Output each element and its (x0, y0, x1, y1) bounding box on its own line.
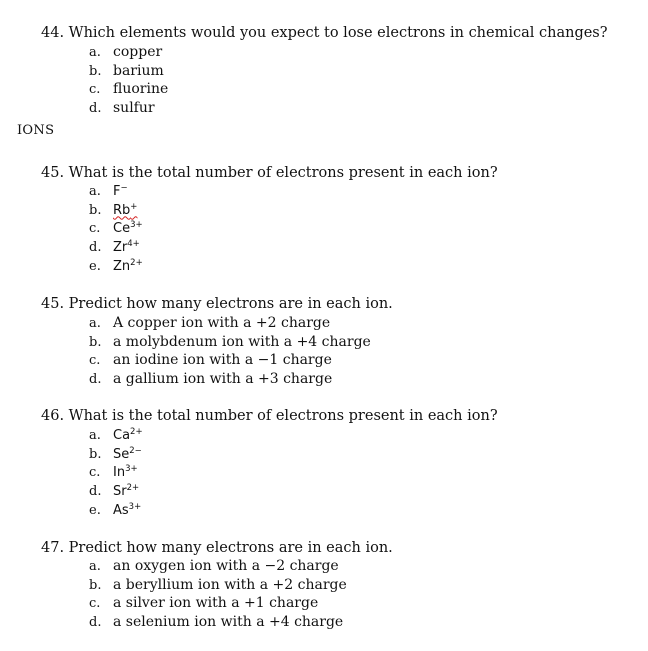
list-item (89, 613, 347, 632)
question-44-prompt: 44. Which elements would you expect to lose electrons in chemical changes? (41, 25, 608, 41)
list-item (89, 43, 168, 62)
option-text: fluorine (113, 81, 169, 98)
ion-charge: 3+ (125, 464, 138, 475)
ion-charge: + (130, 201, 138, 212)
ion-symbol: Zr (113, 240, 128, 256)
option-letter: a. (89, 184, 101, 199)
list-item (89, 257, 143, 276)
option-letter: d. (89, 484, 102, 500)
question-45-options (89, 182, 143, 275)
question-44-options (89, 43, 168, 118)
list-item (89, 370, 371, 389)
list-item (89, 201, 143, 220)
ion-charge: 2+ (126, 483, 140, 494)
option-text: an oxygen ion with a −2 charge (113, 558, 339, 574)
ion-charge: 2− (129, 445, 142, 456)
option-letter: b. (89, 334, 102, 350)
option-letter: c. (89, 596, 101, 612)
option-letter: e. (89, 502, 101, 518)
ion-formula (113, 501, 141, 521)
question-45b-prompt: 45. Predict how many electrons are in each ion. (41, 296, 393, 312)
ion-symbol: F (113, 184, 121, 199)
option-text: a silver ion with a +1 charge (113, 595, 319, 612)
ion-symbol: Zn (113, 258, 131, 274)
list-item (89, 594, 347, 613)
option-text: copper (113, 44, 163, 60)
ion-symbol: Se (113, 446, 130, 462)
list-item (89, 62, 168, 81)
ion-symbol: Ca (113, 428, 131, 443)
ion-formula (113, 201, 137, 221)
option-letter: b. (89, 446, 102, 462)
option-text: a molybdenum ion with a +4 charge (113, 333, 371, 350)
list-item (89, 482, 143, 501)
list-item (89, 99, 168, 118)
option-letter: a. (89, 316, 101, 331)
ion-symbol: Rb (113, 202, 131, 218)
question-45-prompt: 45. What is the total number of electrons present in each ion? (41, 165, 498, 181)
option-letter: e. (89, 258, 101, 274)
option-letter: b. (89, 577, 102, 593)
ion-formula (113, 182, 128, 202)
list-item (89, 333, 371, 352)
ion-symbol: In (113, 465, 126, 481)
ion-formula (113, 426, 143, 446)
option-letter: a. (89, 428, 101, 443)
list-item (89, 238, 143, 257)
option-text: an iodine ion with a −1 charge (113, 352, 332, 369)
option-text: A copper ion with a +2 charge (113, 315, 331, 331)
ion-charge: 3+ (130, 220, 143, 231)
list-item (89, 445, 143, 464)
option-text: a gallium ion with a +3 charge (113, 371, 333, 388)
question-47-options (89, 557, 347, 632)
list-item (89, 351, 371, 370)
list-item (89, 557, 347, 576)
ion-symbol: As (113, 502, 129, 518)
list-item (89, 182, 143, 201)
ion-charge: − (120, 183, 128, 193)
ion-formula (113, 238, 140, 258)
ion-symbol: Ce (113, 221, 131, 237)
option-text: sulfur (113, 100, 155, 117)
option-letter: c. (89, 465, 101, 481)
option-letter: c. (89, 221, 101, 237)
option-letter: a. (89, 45, 101, 60)
ion-formula (113, 445, 142, 465)
question-47-prompt: 47. Predict how many electrons are in each ion. (41, 540, 393, 556)
ion-formula (113, 463, 138, 483)
option-letter: b. (89, 202, 102, 218)
ion-charge: 2+ (130, 257, 143, 268)
ion-formula (113, 219, 143, 239)
option-letter: b. (89, 63, 102, 79)
ion-symbol: Sr (113, 484, 127, 500)
option-letter: d. (89, 101, 102, 117)
list-item (89, 576, 347, 595)
question-46-options (89, 426, 143, 519)
list-item (89, 219, 143, 238)
list-item (89, 80, 168, 99)
option-letter: d. (89, 615, 102, 631)
list-item (89, 501, 143, 520)
option-letter: c. (89, 82, 101, 98)
section-heading-ions: IONS (17, 123, 55, 138)
ion-charge: 3+ (128, 501, 142, 512)
option-letter: c. (89, 353, 101, 369)
ion-charge: 4+ (127, 239, 140, 250)
list-item (89, 463, 143, 482)
question-45b-options (89, 314, 371, 389)
option-letter: a. (89, 559, 101, 574)
option-letter: d. (89, 372, 102, 388)
option-text: a selenium ion with a +4 charge (113, 614, 344, 631)
ion-charge: 2+ (130, 427, 143, 437)
ion-formula (113, 482, 139, 502)
list-item (89, 426, 143, 445)
option-letter: d. (89, 240, 102, 256)
question-46-prompt: 46. What is the total number of electrons present in each ion? (41, 408, 498, 424)
ion-formula (113, 257, 143, 277)
option-text: barium (113, 62, 164, 79)
option-text: a beryllium ion with a +2 charge (113, 576, 347, 593)
list-item (89, 314, 371, 333)
